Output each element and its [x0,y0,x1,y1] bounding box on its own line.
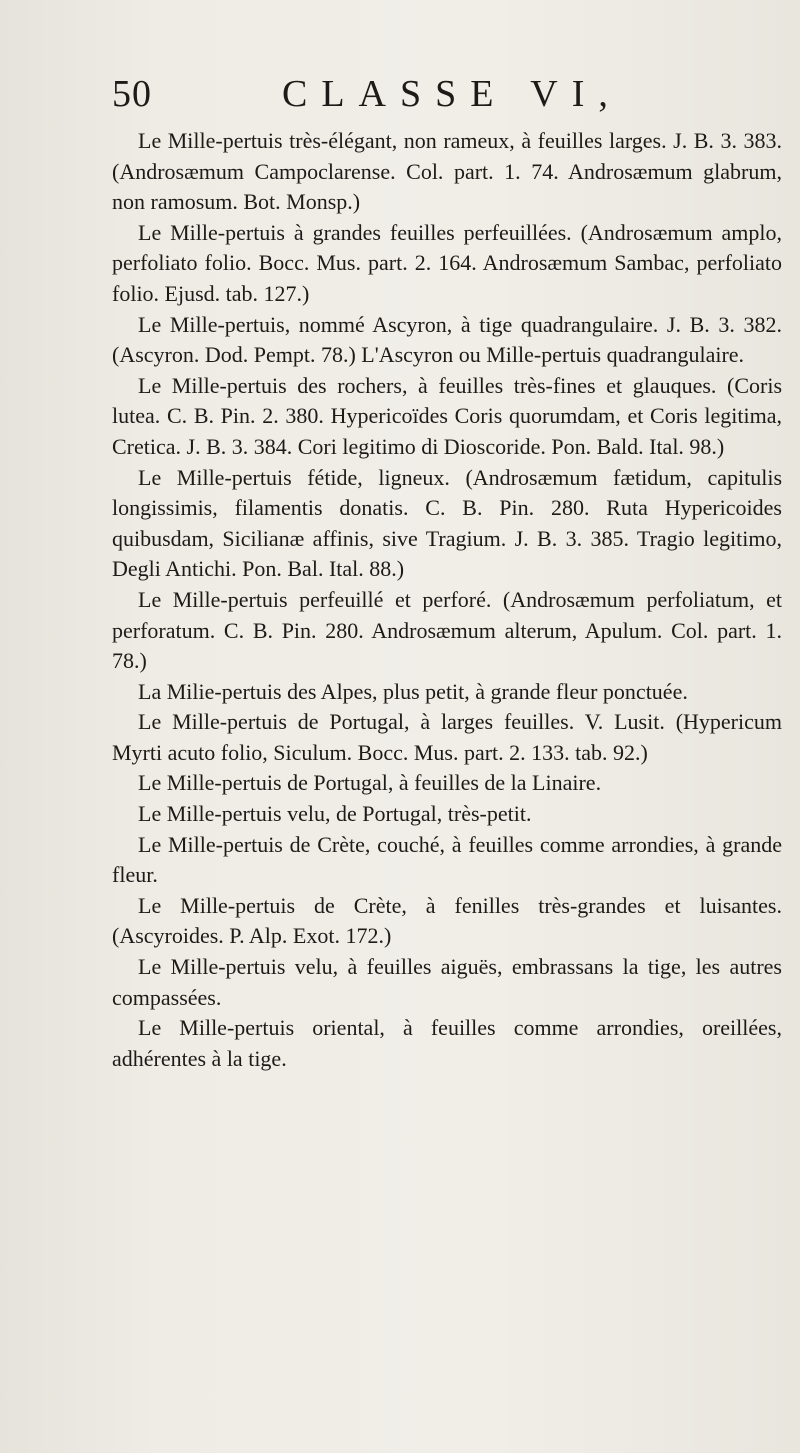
entry: Le Mille-pertuis de Portugal, à feuilles de la Linaire. [138,770,602,796]
entry: Le Mille-pertuis de Crète, à fenilles très-grandes et luisantes. (Ascyroides. P. Alp. Exot. 172.) [112,892,782,949]
entry: Le Mille-pertuis très-élégant, non rameux, à feuilles larges. J. B. 3. 383. (Androsæmum Campoclarense. Col. part. 1. 74. Androsæmum glabrum, non ramosum. Bot. Monsp.) [112,128,782,215]
entry: Le Mille-pertuis fétide, ligneux. (Androsæmum fætidum, capitulis longissimis, filamentis donatis. C. B. Pin. 280. Ruta Hypericoides quibusdam, Sicilianæ affinis, sive Tragium. J. B. 3. 385. Tragio legitimo, Degli Antichi. Pon. Bal. Ital. 88.) [112,464,782,582]
entry: Le Mille-pertuis, nommé Ascyron, à tige quadrangulaire. J. B. 3. 382. (Ascyron. Dod. Pempt. 78.) L'Ascyron ou Mille-pertuis quadrangulaire. [112,311,782,368]
entry: Le Mille-pertuis à grandes feuilles perfeuillées. (Androsæmum amplo, perfoliato folio. Bocc. Mus. part. 2. 164. Androsæmum Sambac, perfoliato folio. Ejusd. tab. 127.) [112,219,782,306]
entry: Le Mille-pertuis des rochers, à feuilles très-fines et glauques. (Coris lutea. C. B. Pin. 2. 380. Hypericoïdes Coris quorumdam, et Coris legitima, Cretica. J. B. 3. 384. Cori legitimo di Dioscoride. Pon. Bald. Ital. 98.) [112,372,782,459]
entry: Le Mille-pertuis de Portugal, à larges feuilles. V. Lusit. (Hypericum Myrti acuto folio, Siculum. Bocc. Mus. part. 2. 133. tab. 92.) [112,709,782,765]
entry: Le Mille-pertuis oriental, à feuilles comme arrondies, oreillées, adhérentes à la tige. [112,1015,782,1071]
entry: Le Mille-pertuis de Crète, couché, à feuilles comme arrondies, à grande fleur. [112,831,782,888]
page-number: 50 [112,73,152,115]
entry: La Milie-pertuis des Alpes, plus petit, à grande fleur ponctuée. [138,678,688,704]
entry: Le Mille-pertuis velu, à feuilles aiguës, embrassans la tige, les autres compassées. [112,954,782,1010]
entry: Le Mille-pertuis perfeuillé et perforé. (Androsæmum perfoliatum, et perforatum. C. B. Pin. 280. Androsæmum alterum, Apulum. Col. part. 1. 78.) [112,586,782,674]
page-header [112,70,672,126]
text-block [112,126,782,1074]
running-head: CLASSE VI, [282,73,622,115]
entry: Le Mille-pertuis velu, de Portugal, très-petit. [138,801,532,827]
